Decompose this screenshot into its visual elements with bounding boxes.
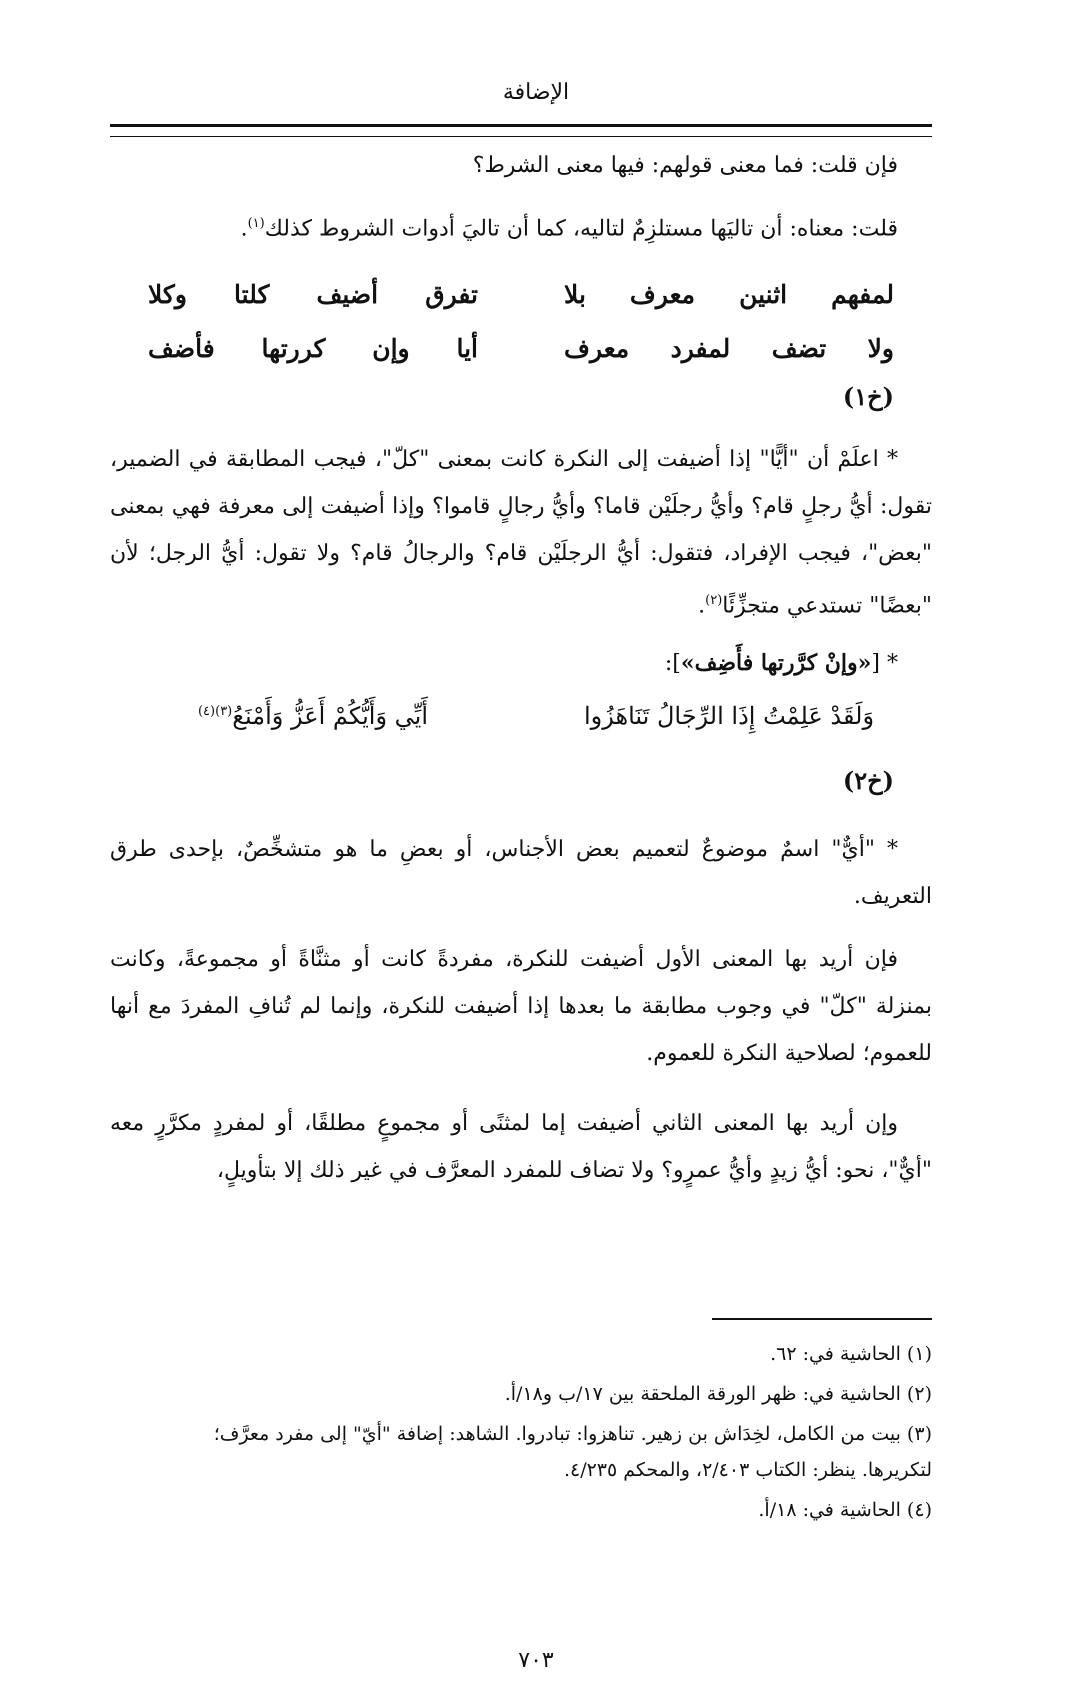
footnote-3: (٣) بيت من الكامل، لخِدَاش بن زهير. تناهزوا: تبادروا. الشاهد: إضافة "أيّ" إلى مفرد معرَّف؛ لتكريرها. ينظر: الكتاب ٢/٤٠٣، والمحكم ٤/٢٣٥. [213, 1423, 932, 1481]
quote-prefix: * [ [871, 651, 898, 676]
verse-word: اثنين [739, 279, 788, 309]
verse-word: لمفهم [831, 279, 894, 309]
verse-word: بلا [564, 279, 586, 309]
paragraph-ayy-agreement-end: . [698, 593, 706, 619]
verse1-line2-left [148, 334, 478, 363]
footnote-ref-3-4: (٣)(٤) [197, 704, 233, 719]
page-number: ٧٠٣ [518, 1648, 554, 1673]
paragraph-answer-text: قلت: معناه: أن تاليَها مستلزِمٌ لتاليه، كما أن تاليَ أدوات الشروط كذلك [264, 216, 898, 242]
verse1-line2-right [564, 334, 894, 363]
verse-word: تفرق [425, 279, 478, 309]
verse-word: كلتا [234, 279, 270, 309]
verse2-left [148, 702, 478, 746]
footnote-separator [712, 1318, 932, 1320]
paragraph-ayy-agreement-text: * اعلَمْ أن "أيًّا" إذا أضيفت إلى النكرة كانت بمعنى "كلّ"، فيجب المطابقة في الضمير، تقول: أيُّ رجلٍ قام؟ وأيُّ رجلَيْن قاما؟ وأيُّ رجالٍ قاموا؟ وإذا أضيفت إلى معرفة فهي بمعنى "بعض"، فيجب الإفراد، فتقول: أيُّ الرجلَيْن قام؟ والرجالُ قام؟ ولا تقول: أيُّ الرجل؛ لأن "بعضًا" تستدعي متجزِّئًا [110, 447, 932, 619]
verse-word: فأضف [148, 333, 215, 363]
verse-word: معرف [629, 279, 696, 309]
verse-word: أضيف [316, 279, 379, 309]
verse-word: ولا [867, 333, 894, 363]
verse-word: لمفرد [670, 333, 731, 363]
paragraph-answer-end: . [240, 216, 248, 242]
verse1-line1-left [148, 280, 478, 309]
paragraph-ayy-agreement [110, 436, 932, 629]
paragraph-question: فإن قلت: فما معنى قولهم: فيها معنى الشرط؟ [472, 153, 898, 178]
footnote-1: (١) الحاشية في: ٦٢. [770, 1343, 932, 1365]
header-rule-thick [110, 124, 932, 127]
verse2-right: وَلَقَدْ عَلِمْتُ إِذَا الرِّجَالُ تَنَاهَزُوا [583, 702, 875, 730]
verse-word: وكلا [148, 279, 187, 309]
verse1-line2 [148, 326, 894, 370]
verse-word: معرف [564, 333, 630, 363]
verse2-left-text: أَيِّي وَأَيُّكُمْ أَعَزُّ وَأَمْنَعُ [232, 702, 429, 730]
paragraph-ayy-definition: * "أيٌّ" اسمٌ موضوعٌ لتعميم بعض الأجناس، أو بعضِ ما هو متشخِّصٌ، بإحدى طرق التعريف. [110, 837, 932, 909]
verse1-line1 [148, 272, 894, 316]
verse-word: وإن [372, 333, 410, 363]
verse1-line1-right [564, 280, 894, 309]
verse-word: كررتها [261, 333, 326, 363]
quoted-verse-line [110, 640, 932, 687]
paragraph-first-meaning: فإن أريد بها المعنى الأول أضيفت للنكرة، مفردةً كانت أو مثنَّاةً أو مجموعةً، وكانت بمنزلة "كلّ" في وجوب مطابقة ما بعدها إذا أضيفت للنكرة، وإنما لم تُنافِ المفردَ مع أنها للعموم؛ لصلاحية النكرة للعموم. [110, 947, 932, 1066]
paragraph-second-meaning: وإن أريد بها المعنى الثاني أضيفت إما لمثنًى أو مجموعٍ مطلقًا، أو لمفردٍ مكرَّرٍ معه "أيٌّ"، نحو: أيُّ زيدٍ وأيُّ عمرٍو؟ ولا تضاف للمفرد المعرَّف في غير ذلك إلا بتأويلٍ، [110, 1111, 932, 1183]
paragraph-answer [110, 200, 932, 252]
footnote-4: (٤) الحاشية في: ١٨/أ. [758, 1499, 932, 1521]
footnote-2: (٢) الحاشية في: ظهر الورقة الملحقة بين ١٧/ب و١٨/أ. [504, 1383, 932, 1405]
verse-word: تضف [771, 333, 827, 363]
footnote-ref-1: (١) [247, 216, 265, 231]
quote-bold: «وإنْ كرَّرتها فأَضِف» [680, 650, 872, 676]
verse-word: أيا [456, 333, 478, 363]
footnote-ref-2: (٢) [705, 593, 723, 608]
header-rule-thin [110, 136, 932, 137]
verse2-line [148, 702, 894, 746]
quote-suffix: ]: [664, 651, 681, 676]
verse1-reference: (خ١) [842, 382, 894, 411]
verse2-reference: (خ٢) [842, 766, 894, 795]
running-header: الإضافة [502, 80, 570, 105]
